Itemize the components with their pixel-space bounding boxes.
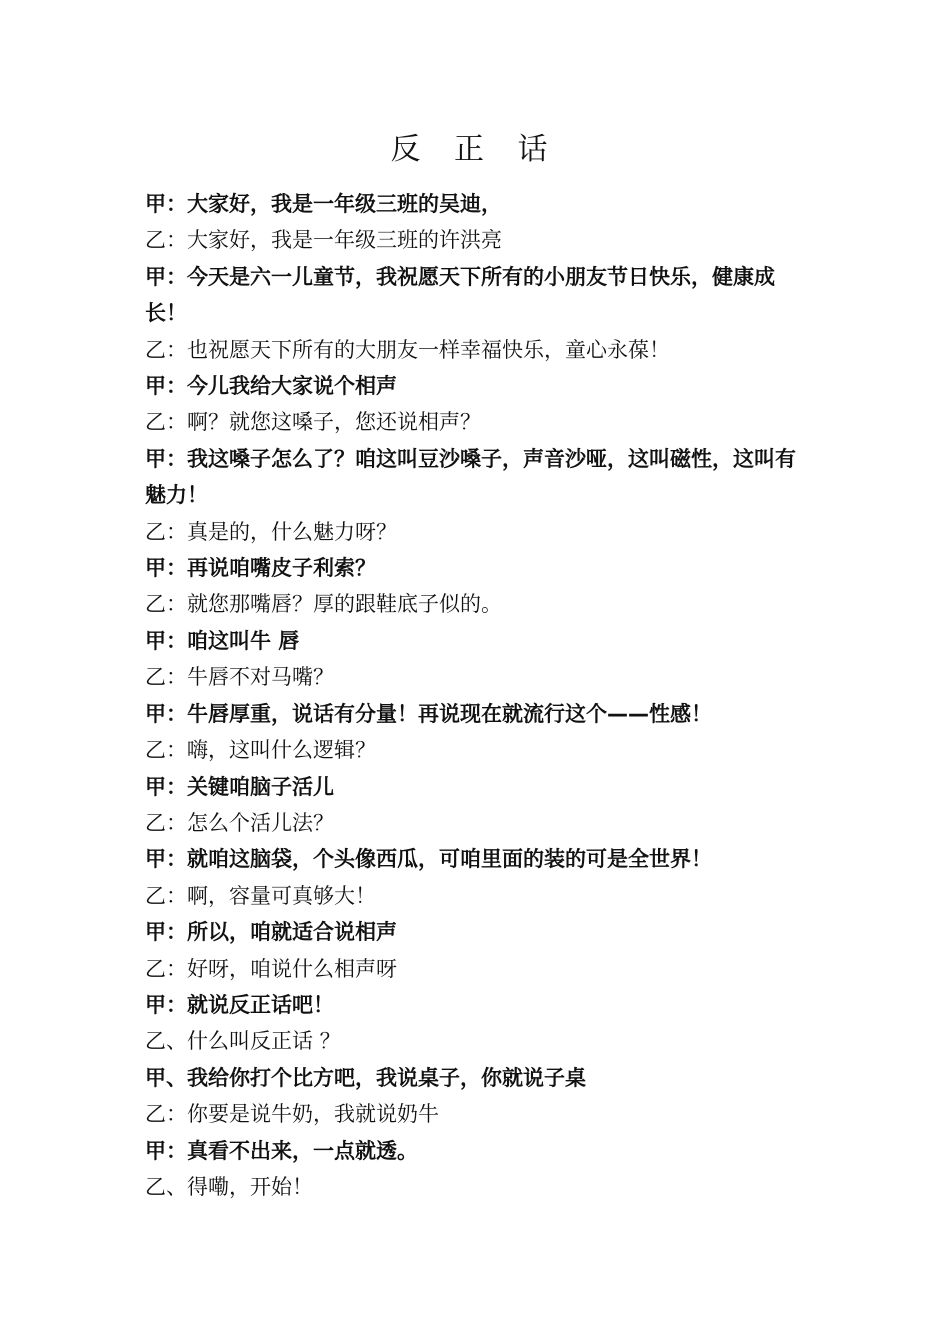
dialogue-line-yi: 乙：啊，容量可真够大！ [145,883,376,908]
dialogue-line-yi: 乙、什么叫反正话 ？ [145,1029,341,1054]
document-title: 反 正 话 [390,132,560,167]
dialogue-line-yi: 乙：也祝愿天下所有的大朋友一样幸福快乐，童心永葆！ [145,337,670,362]
dialogue-line-yi: 乙：牛唇不对马嘴？ [145,665,334,690]
dialogue-line-jia: 甲：再说咱嘴皮子利索？ [145,556,376,581]
dialogue-line-yi: 乙：嗨，这叫什么逻辑？ [145,738,376,763]
dialogue-line-jia: 甲：就说反正话吧！ [145,992,334,1017]
dialogue-line-yi: 乙：你要是说牛奶，我就说奶牛 [145,1102,439,1127]
dialogue-line-jia: 甲：就咱这脑袋，个头像西瓜，可咱里面的装的可是全世界！ [145,847,712,872]
dialogue-line-jia: 甲：今天是六一儿童节，我祝愿天下所有的小朋友节日快乐，健康成长！ [145,264,775,326]
dialogue-line-yi: 乙：怎么个活儿法？ [145,810,334,835]
dialogue-line-jia: 甲：今儿我给大家说个相声 [145,374,397,399]
dialogue-line-jia: 甲：咱这叫牛 唇 [145,628,300,653]
dialogue-line-yi: 乙：真是的，什么魅力呀？ [145,519,397,544]
dialogue-line-yi: 乙：好呀，咱说什么相声呀 [145,956,397,981]
dialogue-line-jia: 甲：大家好，我是一年级三班的吴迪， [145,192,502,216]
dialogue-lines [145,186,815,1205]
dialogue-line-jia: 甲：牛唇厚重，说话有分量！再说现在就流行这个——性感！ [145,701,712,726]
dialogue-line-jia: 甲：所以，咱就适合说相声 [145,920,397,945]
dialogue-line-jia: 甲：真看不出来，一点就透。 [145,1138,418,1163]
dialogue-line-yi: 乙：啊？就您这嗓子，您还说相声？ [145,410,481,435]
dialogue-line-yi: 乙：就您那嘴唇？厚的跟鞋底子似的。 [145,592,502,617]
dialogue-line-jia: 甲：关键咱脑子活儿 [145,774,334,799]
dialogue-line-jia: 甲：我这嗓子怎么了？咱这叫豆沙嗓子，声音沙哑，这叫磁性，这叫有魅力！ [145,446,796,508]
dialogue-line-jia: 甲、我给你打个比方吧，我说桌子，你就说子桌 [145,1065,586,1090]
dialogue-line-yi: 乙：大家好，我是一年级三班的许洪亮 [145,228,502,253]
dialogue-line-yi: 乙、得嘞，开始！ [145,1174,313,1199]
